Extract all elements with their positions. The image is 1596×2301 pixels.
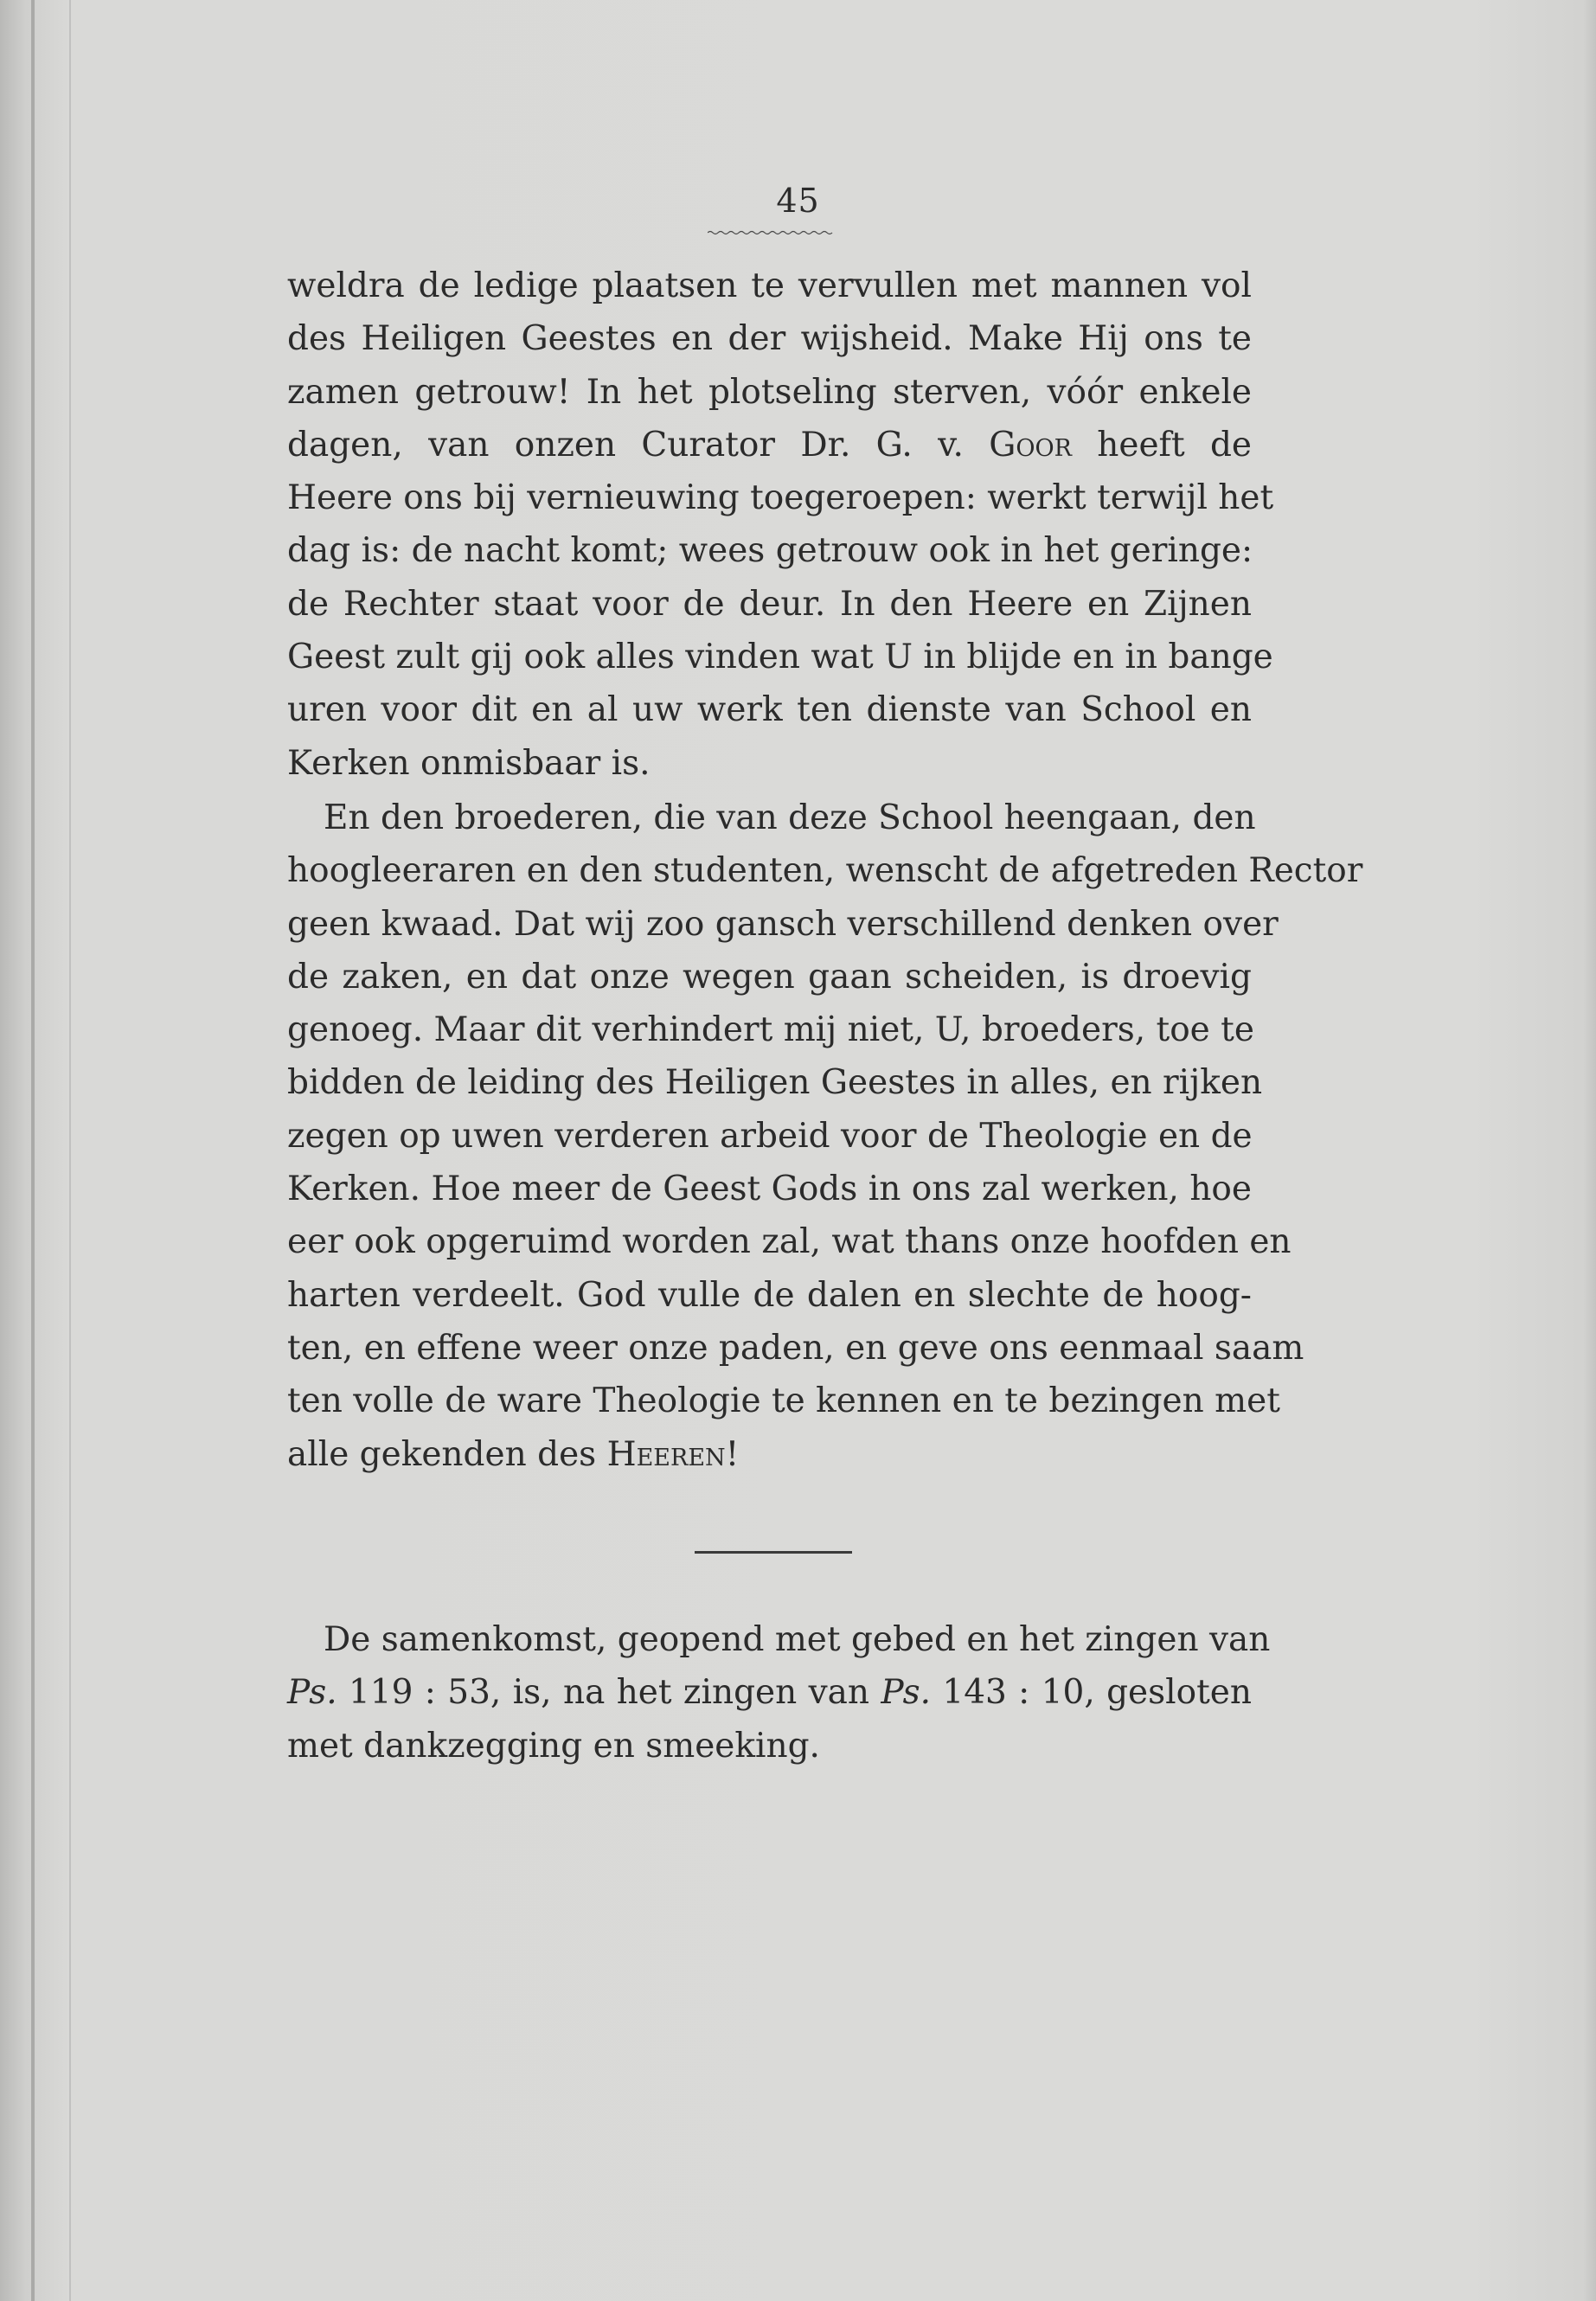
text-line: eer ook opgeruimd worden zal, wat thans onze hoofden en: [287, 1222, 1292, 1262]
text-line: des Heiligen Geestes en der wijsheid. Make Hij ons te: [287, 319, 1252, 359]
text-line: Heere ons bij vernieuwing toegeroepen: werkt terwijl het: [287, 478, 1274, 518]
binding-shadow: [31, 0, 35, 2301]
psalm-abbreviation: Ps.: [881, 1673, 931, 1713]
heeren-word: Heeren: [606, 1434, 726, 1474]
text-line-psalms: [287, 1666, 1252, 1719]
text-fragment: 143 : 10, gesloten: [942, 1673, 1252, 1713]
text-line: bidden de leiding des Heiligen Geestes in alles, en rijken: [287, 1063, 1263, 1103]
text-line: met dankzegging en smeeking.: [287, 1726, 820, 1766]
text-line: de Rechter staat voor de deur. In den Heere en Zijnen: [287, 584, 1252, 624]
text-line-curator: [287, 419, 1252, 471]
binding-edge: [69, 0, 71, 2301]
section-divider: [695, 1551, 852, 1554]
text-line: En den broederen, die van deze School heengaan, den: [324, 798, 1256, 837]
paragraph-1: [287, 260, 1274, 790]
text-line: Geest zult gij ook alles vinden wat U in blijde en in bange: [287, 638, 1273, 677]
text-line: weldra de ledige plaatsen te vervullen met mannen vol: [287, 266, 1252, 305]
paragraph-2: [287, 792, 1363, 1481]
text-line: dag is: de nacht komt; wees getrouw ook in het geringe:: [287, 531, 1253, 571]
text-line: zamen getrouw! In het plotseling sterven, vóór enkele: [287, 372, 1252, 412]
psalm-abbreviation: Ps.: [287, 1673, 337, 1713]
text-line: ten volle de ware Theologie te kennen en te bezingen met: [287, 1381, 1280, 1421]
text-fragment: heeft de: [1097, 425, 1252, 465]
text-line: De samenkomst, geopend met gebed en het zingen van: [324, 1620, 1271, 1659]
text-fragment: !: [725, 1434, 740, 1474]
text-line: Kerken onmisbaar is.: [287, 743, 651, 783]
paragraph-3: [287, 1613, 1271, 1772]
text-line: ten, en effene weer onze paden, en geve ons eenmaal saam: [287, 1328, 1304, 1368]
curator-name: Goor: [989, 425, 1072, 465]
text-fragment: dagen, van onzen Curator Dr. G. v.: [287, 425, 964, 465]
page-number: 45: [776, 182, 820, 220]
page-number-ornament: [708, 230, 834, 235]
text-fragment: 119 : 53, is, na het zingen van: [348, 1673, 870, 1713]
text-line: Kerken. Hoe meer de Geest Gods in ons zal werken, hoe: [287, 1170, 1252, 1209]
text-line: genoeg. Maar dit verhindert mij niet, U, broeders, toe te: [287, 1010, 1254, 1050]
text-line: harten verdeelt. God vulle de dalen en slechte de hoog-: [287, 1275, 1252, 1315]
text-line: de zaken, en dat onze wegen gaan scheiden, is droevig: [287, 957, 1252, 997]
text-line: geen kwaad. Dat wij zoo gansch verschillend denken over: [287, 904, 1279, 944]
text-line: zegen op uwen verderen arbeid voor de Theologie en de: [287, 1116, 1253, 1156]
text-line-heeren: [287, 1428, 1252, 1481]
text-line: hoogleeraren en den studenten, wenscht de afgetreden Rector: [287, 851, 1363, 891]
text-line: uren voor dit en al uw werk ten dienste van School en: [287, 690, 1252, 730]
text-fragment: alle gekenden des: [287, 1434, 597, 1474]
